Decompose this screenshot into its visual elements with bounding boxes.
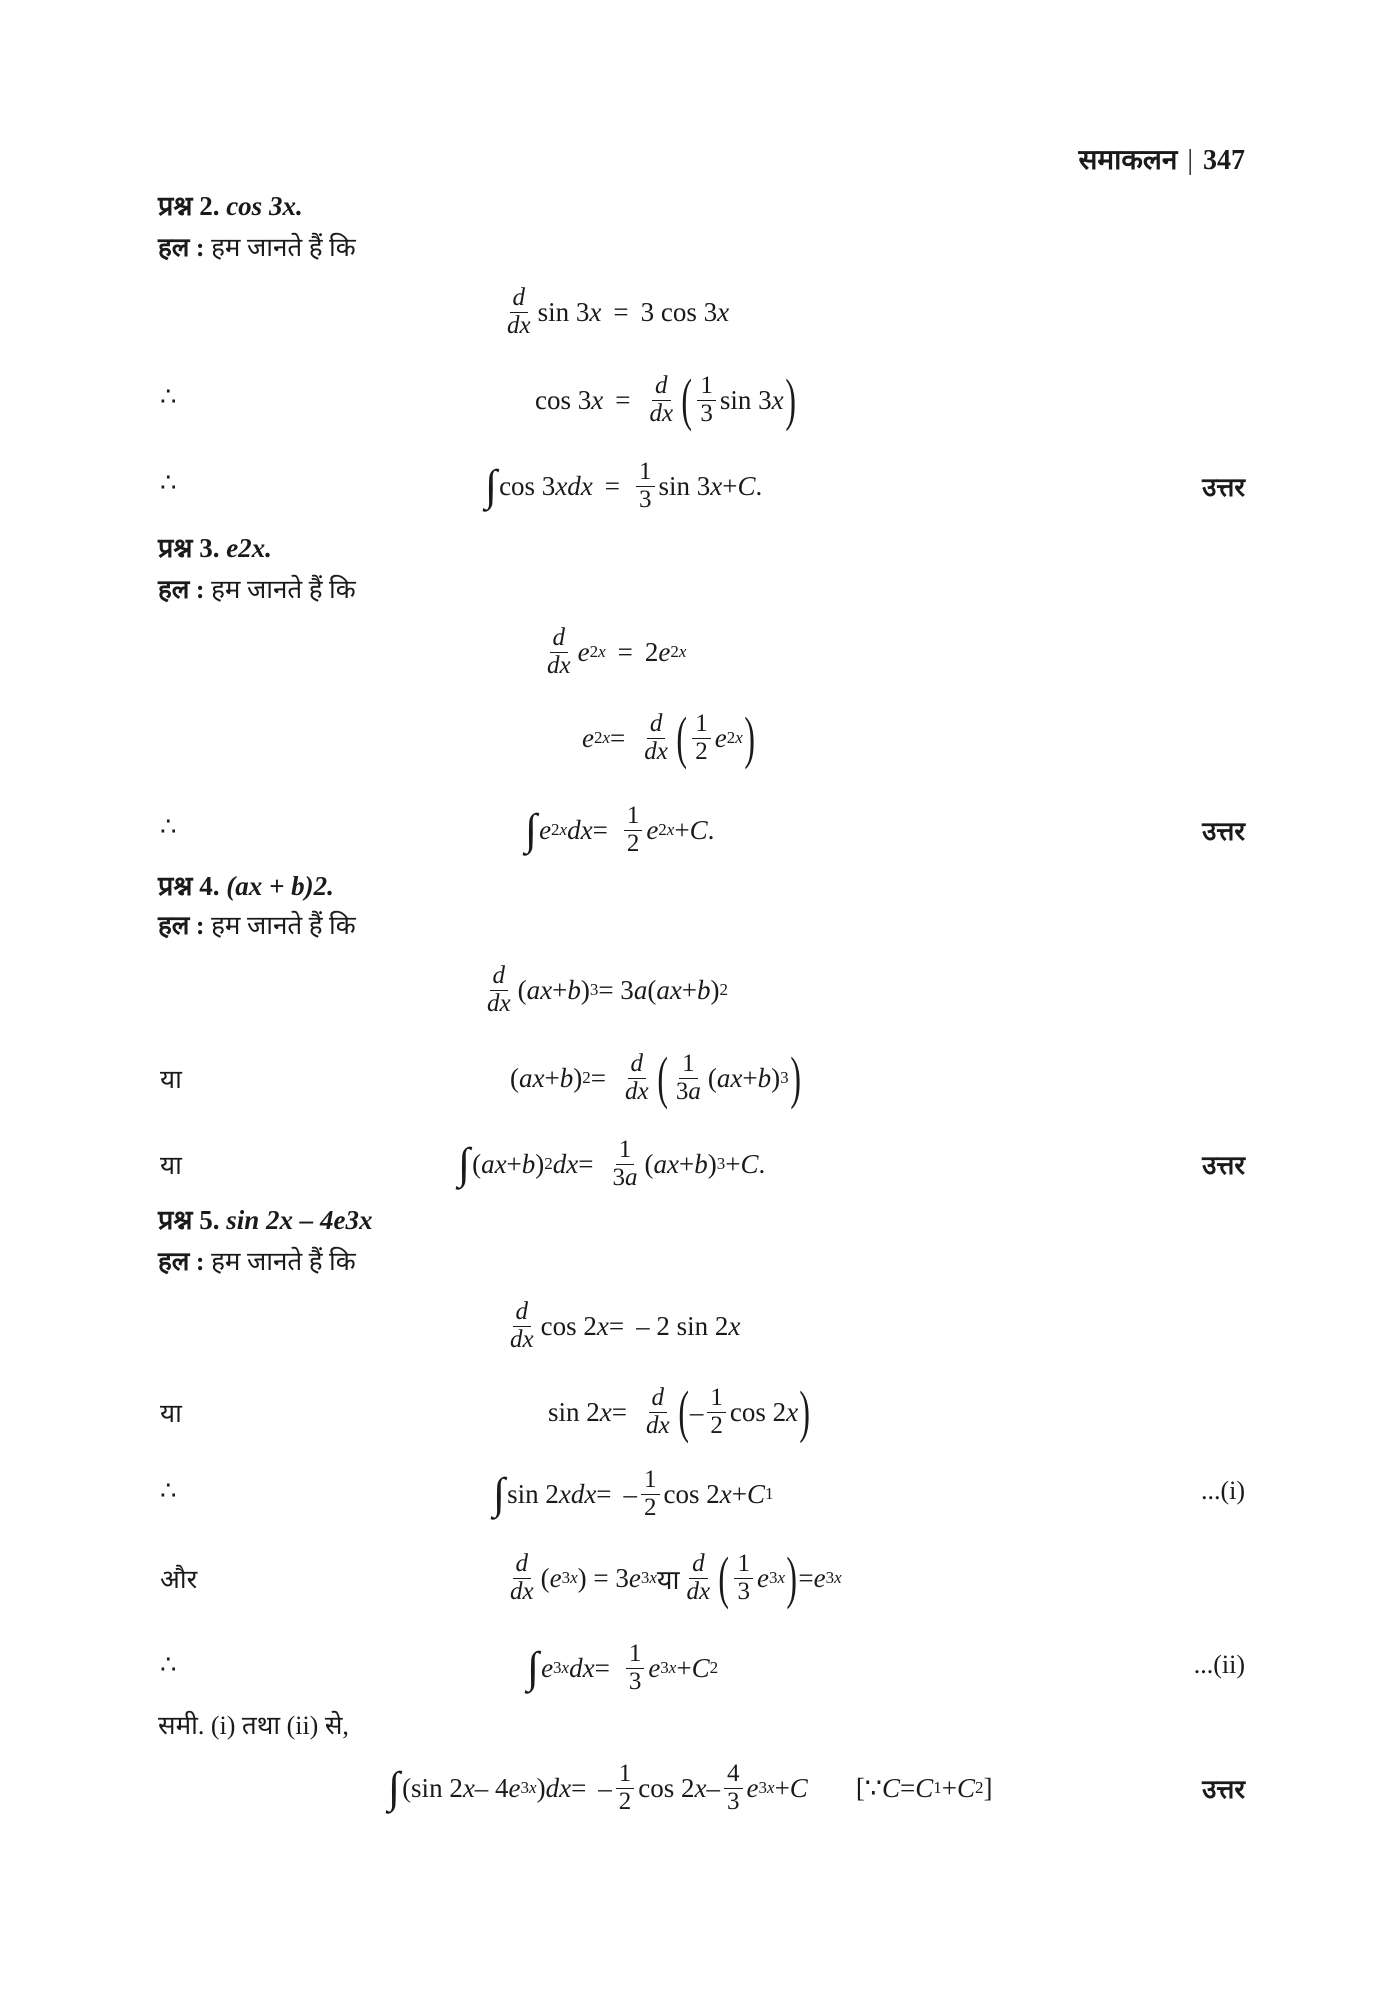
q3-equation-3: ∫ e 2x dx = $\frac{1}{2}$ e 2x + C . [525, 802, 715, 857]
question-4-heading: प्रश्न 4. (ax + b)2. [158, 871, 334, 901]
q2-equation-2: cos 3 x = $\frac{d}{dx}$ ( $\frac{1}{3}$ sin 3 x ) [535, 367, 796, 432]
q4-equation-1: $\frac{d}{dx}$ ( ax + b ) 3 = 3 a ( ax + b ) 2 [487, 962, 729, 1017]
or-label: या [160, 1399, 182, 1428]
question-2-heading: प्रश्न 2. cos 3x. [158, 191, 303, 221]
therefore-symbol: ∴ [160, 382, 177, 411]
question-5-heading: प्रश्न 5. sin 2x – 4e3x [158, 1205, 373, 1235]
therefore-symbol: ∴ [160, 1650, 177, 1679]
therefore-symbol: ∴ [160, 812, 177, 841]
q4-equation-3: ∫ ( ax + b ) 2 dx = $\frac{1}{3a}$ ( ax + b ) 3 + C . [458, 1136, 766, 1191]
solution-intro-q3: हल : हम जानते हैं कि [158, 575, 356, 604]
equation-number-i: ...(i) [1200, 1476, 1245, 1505]
solution-intro-q5: हल : हम जानते हैं कि [158, 1247, 356, 1276]
or-label: या [160, 1065, 182, 1094]
q5-equation-4: $\frac{d}{dx}$ ( e 3x ) = 3 e 3x या $\frac{d}{dx}$ ( $\frac{1}{3}$ e 3x ) = e 3x [510, 1545, 842, 1610]
answer-label: उत्तर [1202, 817, 1245, 846]
answer-label: उत्तर [1202, 1775, 1245, 1804]
equation-number-ii: ...(ii) [1193, 1650, 1245, 1679]
q2-equation-3: ∫ cos 3 x dx = $\frac{1}{3}$ sin 3 x + C . [485, 458, 763, 513]
therefore-symbol: ∴ [160, 1476, 177, 1505]
header-separator: | [1187, 145, 1193, 176]
from-equations-label: समी. (i) तथा (ii) से, [158, 1711, 349, 1740]
solution-intro-q2: हल : हम जानते हैं कि [158, 233, 356, 262]
or-label: या [160, 1151, 182, 1180]
q5-equation-2: sin 2 x = $\frac{d}{dx}$ ( – $\frac{1}{2}$ cos 2 x ) [548, 1379, 811, 1444]
therefore-symbol: ∴ [160, 468, 177, 497]
solution-intro-q4: हल : हम जानते हैं कि [158, 911, 356, 940]
answer-label: उत्तर [1202, 1151, 1245, 1180]
q5-equation-1: $\frac{d}{dx}$ cos 2 x = – 2 sin 2 x [510, 1298, 741, 1353]
q5-final-equation: ∫ (sin 2 x – 4 e 3x ) dx = – $\frac{1}{2}$ cos 2 x – $\frac{4}{3}$ e 3x + C [∵ C = C 1 + C 2 ] [388, 1760, 993, 1815]
q5-equation-5: ∫ e 3x dx = $\frac{1}{3}$ e 3x + C 2 [527, 1640, 719, 1695]
q4-equation-2: ( ax + b ) 2 = $\frac{d}{dx}$ ( $\frac{1}{3a}$ ( ax + b ) 3 ) [510, 1045, 801, 1110]
page-header [1078, 140, 1245, 178]
page-number: 347 [1203, 145, 1245, 176]
q3-equation-1: $\frac{d}{dx}$ e 2x = 2 e 2x [547, 624, 687, 679]
q2-equation-1: $\frac{d}{dx}$ sin 3 x = 3 cos 3 x [507, 284, 730, 339]
answer-label: उत्तर [1202, 473, 1245, 502]
chapter-title: समाकलन [1078, 145, 1178, 176]
q5-equation-3: ∫ sin 2 x dx = – $\frac{1}{2}$ cos 2 x + C 1 [493, 1466, 774, 1521]
question-3-heading: प्रश्न 3. e2x. [158, 533, 272, 563]
and-label: और [160, 1565, 198, 1594]
q3-equation-2: e 2x = $\frac{d}{dx}$ ( $\frac{1}{2}$ e 2x ) [582, 705, 755, 770]
